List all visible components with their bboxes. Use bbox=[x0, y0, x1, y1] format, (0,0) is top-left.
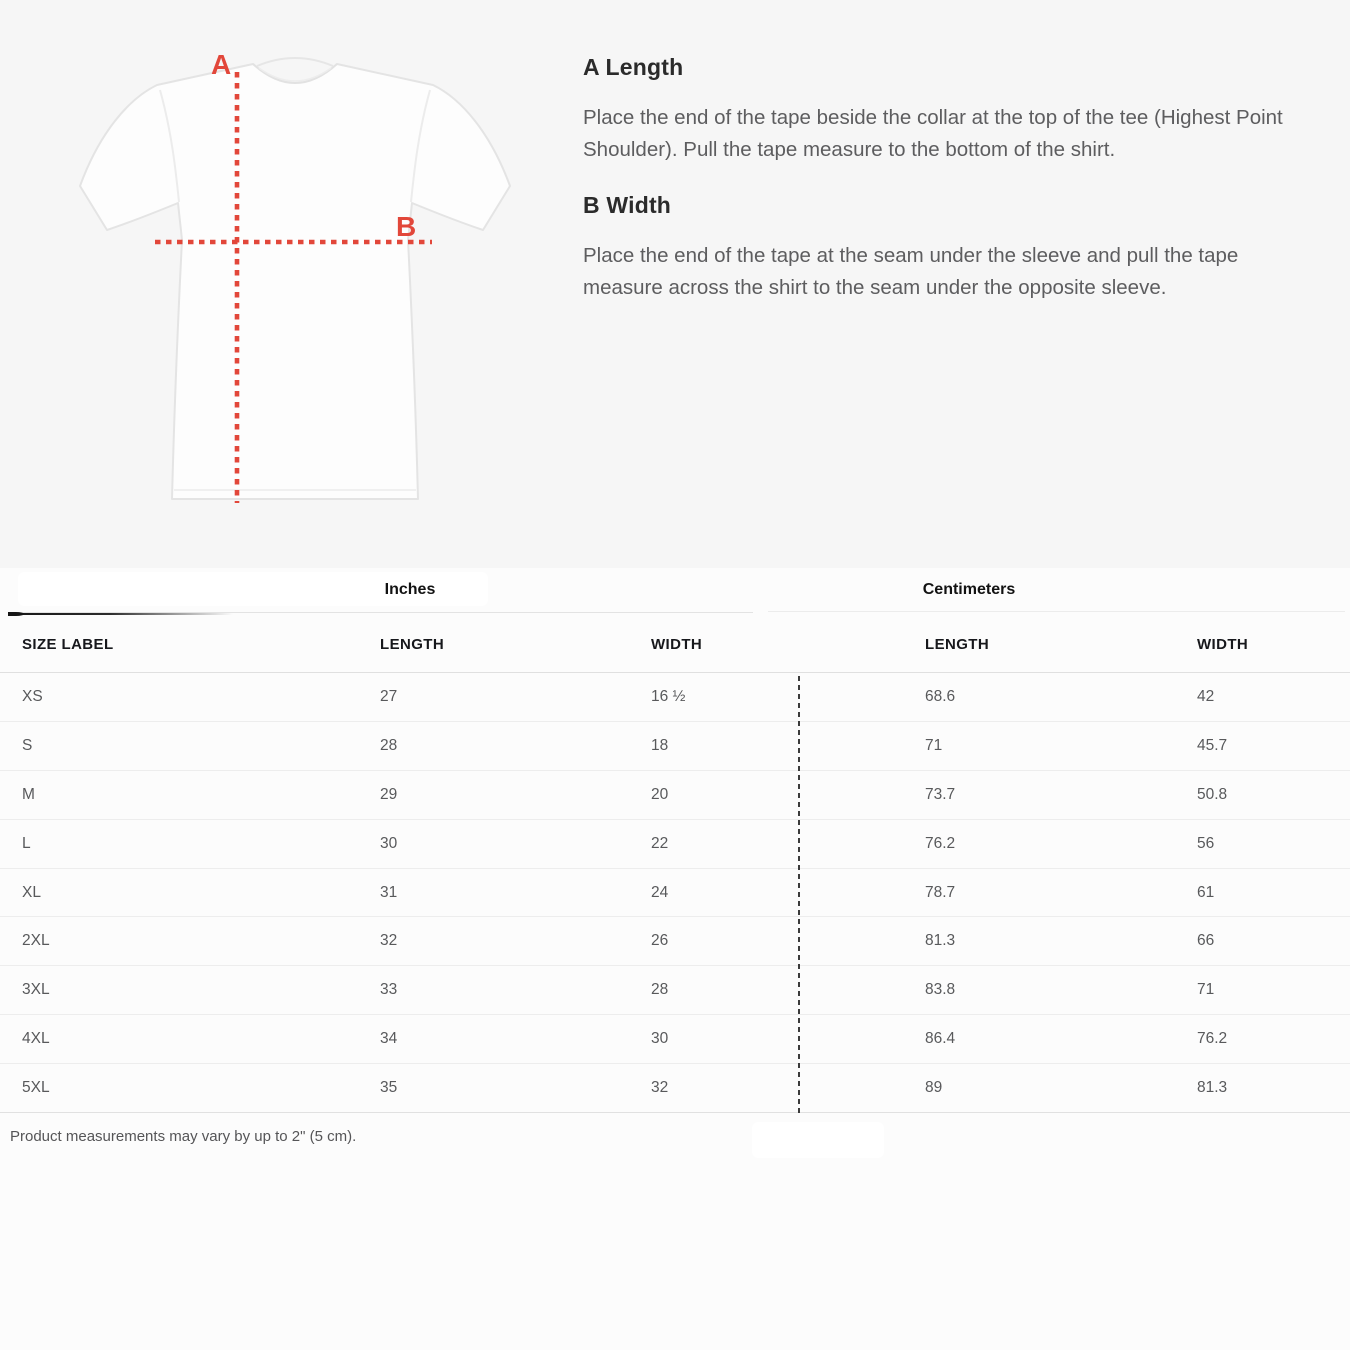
table-row bbox=[0, 820, 1350, 869]
cell-size: L bbox=[22, 834, 31, 852]
length-section-title: A Length bbox=[583, 54, 684, 80]
cell-width-in: 26 bbox=[651, 932, 669, 950]
width-section-title: B Width bbox=[583, 192, 672, 218]
measure-instructions-panel bbox=[0, 0, 1350, 568]
cell-width-cm: 61 bbox=[1197, 883, 1215, 901]
cell-width-in: 20 bbox=[651, 785, 669, 803]
cell-length-cm: 76.2 bbox=[925, 834, 956, 852]
table-row bbox=[0, 1015, 1350, 1064]
cell-width-in: 30 bbox=[651, 1030, 669, 1048]
col-header-length-cm: LENGTH bbox=[925, 635, 990, 653]
col-header-width-in: WIDTH bbox=[651, 635, 703, 653]
cell-width-cm: 76.2 bbox=[1197, 1030, 1228, 1048]
cell-length-cm: 68.6 bbox=[925, 687, 956, 705]
table-header-row bbox=[0, 612, 1350, 673]
size-table-section bbox=[0, 568, 1350, 1350]
cell-width-in: 28 bbox=[651, 981, 669, 999]
cell-width-cm: 66 bbox=[1197, 932, 1215, 950]
col-header-width-cm: WIDTH bbox=[1197, 635, 1249, 653]
table-row bbox=[0, 771, 1350, 820]
cell-length-cm: 81.3 bbox=[925, 932, 956, 950]
cell-width-cm: 42 bbox=[1197, 687, 1215, 705]
table-row bbox=[0, 1064, 1350, 1113]
unit-group-inches: Inches bbox=[384, 581, 436, 598]
units-dashed-divider bbox=[798, 676, 800, 1114]
cell-width-cm: 81.3 bbox=[1197, 1079, 1228, 1097]
cell-width-cm: 56 bbox=[1197, 834, 1215, 852]
cell-length-in: 27 bbox=[380, 687, 398, 705]
width-section-body: Place the end of the tape at the seam under the sleeve and pull the tape measure across the shirt to the seam under the opposite sleeve. bbox=[583, 244, 1239, 299]
cell-length-in: 28 bbox=[380, 736, 398, 754]
cell-length-in: 35 bbox=[380, 1079, 398, 1097]
cell-size: XS bbox=[22, 687, 43, 705]
measure-label-a: A bbox=[211, 49, 232, 80]
cell-length-in: 31 bbox=[380, 883, 398, 901]
cell-width-cm: 45.7 bbox=[1197, 736, 1228, 754]
cell-length-cm: 78.7 bbox=[925, 883, 956, 901]
measure-label-b: B bbox=[396, 211, 417, 242]
cell-width-cm: 50.8 bbox=[1197, 785, 1228, 803]
cell-size: 2XL bbox=[22, 932, 50, 950]
table-body bbox=[0, 673, 1350, 1113]
cell-length-in: 33 bbox=[380, 981, 398, 999]
cell-size: 3XL bbox=[22, 981, 50, 999]
cell-length-in: 29 bbox=[380, 785, 398, 803]
cell-length-cm: 73.7 bbox=[925, 785, 956, 803]
cell-width-in: 18 bbox=[651, 736, 669, 754]
tshirt-measure-diagram bbox=[60, 38, 530, 528]
cell-length-cm: 83.8 bbox=[925, 981, 956, 999]
cell-width-in: 22 bbox=[651, 834, 669, 852]
cell-size: 5XL bbox=[22, 1079, 50, 1097]
cell-length-in: 34 bbox=[380, 1030, 398, 1048]
col-header-size-label: SIZE LABEL bbox=[22, 635, 114, 653]
table-row bbox=[0, 722, 1350, 771]
cell-size: M bbox=[22, 785, 35, 803]
col-header-length-in: LENGTH bbox=[380, 635, 445, 653]
erased-region bbox=[752, 1122, 884, 1158]
cell-length-in: 30 bbox=[380, 834, 398, 852]
table-row bbox=[0, 869, 1350, 918]
cell-size: S bbox=[22, 736, 33, 754]
tshirt-image bbox=[80, 58, 510, 499]
length-section-body: Place the end of the tape beside the collar at the top of the tee (Highest Point Shoulder). Pull the tape measure to the bottom of the shirt. bbox=[583, 106, 1283, 161]
cell-length-in: 32 bbox=[380, 932, 398, 950]
cell-width-cm: 71 bbox=[1197, 981, 1215, 999]
table-row bbox=[0, 673, 1350, 722]
cell-length-cm: 86.4 bbox=[925, 1030, 956, 1048]
cell-length-cm: 89 bbox=[925, 1079, 943, 1097]
cell-size: XL bbox=[22, 883, 41, 901]
cell-size: 4XL bbox=[22, 1030, 50, 1048]
measurement-variance-note: Product measurements may vary by up to 2" (5 cm). bbox=[10, 1128, 357, 1145]
cell-length-cm: 71 bbox=[925, 736, 943, 754]
cell-width-in: 16 ½ bbox=[651, 687, 686, 705]
cell-width-in: 24 bbox=[651, 883, 669, 901]
table-row bbox=[0, 966, 1350, 1015]
cell-width-in: 32 bbox=[651, 1079, 669, 1097]
table-row bbox=[0, 917, 1350, 966]
unit-group-centimeters: Centimeters bbox=[922, 581, 1016, 598]
